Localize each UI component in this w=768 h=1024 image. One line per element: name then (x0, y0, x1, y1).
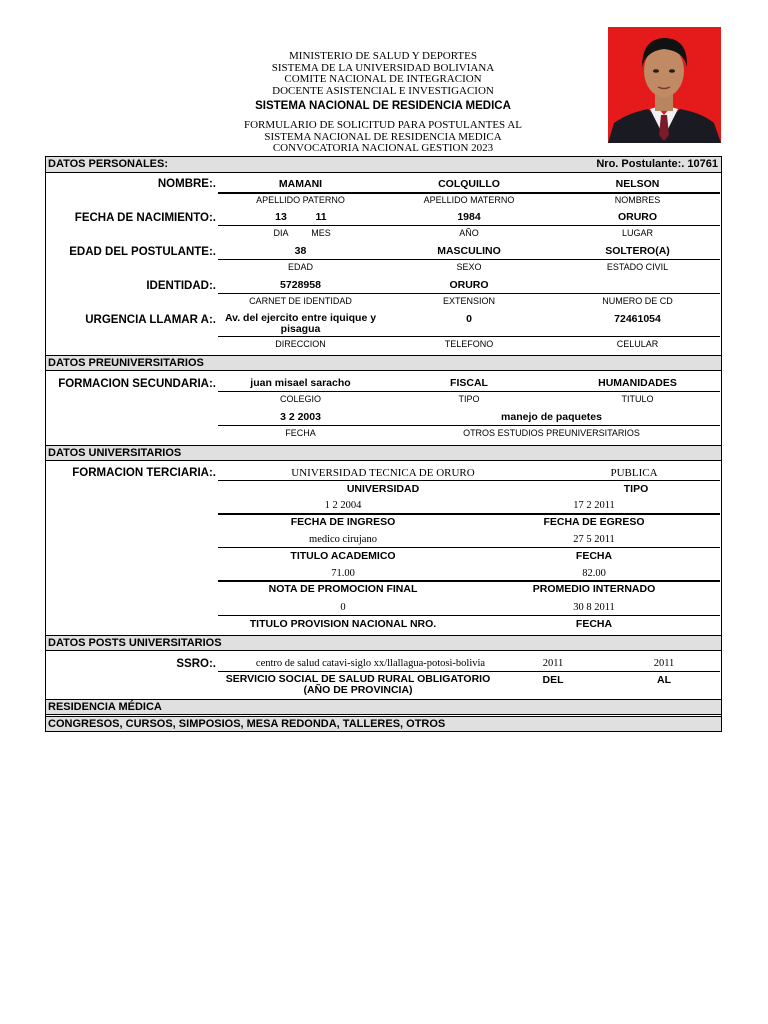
section-congresos: CONGRESOS, CURSOS, SIMPOSIOS, MESA REDONDA, TALLERES, OTROS (46, 716, 721, 732)
colegio-tipo-caption: TIPO (458, 394, 480, 404)
estado-civil-caption: ESTADO CIVIL (606, 262, 669, 272)
header-line-2: SISTEMA DE LA UNIVERSIDAD BOLIVIANA (271, 61, 495, 74)
header-line-4: DOCENTE ASISTENCIAL E INVESTIGACION (272, 84, 494, 97)
promedio-internado-value: 82.00 (582, 568, 606, 579)
urgencia-label: URGENCIA LLAMAR A:. (85, 314, 216, 326)
carnet-value: 5728958 (280, 279, 321, 291)
mes-caption: MES (311, 228, 331, 238)
section-residencia: RESIDENCIA MÉDICA (46, 699, 721, 715)
divider (218, 259, 720, 260)
formacion-terciaria-label: FORMACION TERCIARIA:. (72, 467, 216, 479)
header-line-6: SISTEMA NACIONAL DE RESIDENCIA MEDICA (264, 130, 502, 143)
nota-promocion-value: 71.00 (331, 568, 355, 579)
celular-value: 72461054 (614, 313, 661, 325)
titulo-academico-value: medico cirujano (309, 534, 377, 545)
header-line-7: CONVOCATORIA NACIONAL GESTION 2023 (272, 142, 494, 154)
numero-cd-caption: NUMERO DE CD (602, 296, 673, 306)
universidad-caption: UNIVERSIDAD (346, 483, 420, 495)
ssro-lugar-value: centro de salud catavi-siglo xx/llallagua-potosi-bolivia (255, 658, 486, 669)
anio-value: 1984 (457, 211, 481, 223)
edad-label: EDAD DEL POSTULANTE:. (69, 246, 216, 258)
titulo-secundaria-caption: TITULO (621, 394, 654, 404)
header-title: SISTEMA NACIONAL DE RESIDENCIA MEDICA (255, 100, 511, 112)
section-postuniversitarios: DATOS POSTS UNIVERSITARIOS (46, 635, 721, 651)
lugar-caption: LUGAR (621, 228, 653, 238)
applicant-photo (608, 27, 721, 143)
titulo-secundaria-value: HUMANIDADES (598, 377, 677, 389)
sexo-value: MASCULINO (437, 245, 501, 257)
edad-value: 38 (294, 245, 307, 257)
direccion-caption: DIRECCION (275, 339, 326, 349)
ssro-lugar-caption: SERVICIO SOCIAL DE SALUD RURAL OBLIGATORIO (AÑO DE PROVINCIA) (225, 673, 491, 696)
fecha-secundaria-caption: FECHA (285, 428, 316, 438)
fecha-egreso-value: 17 2 2011 (573, 500, 615, 511)
ssro-del-caption: DEL (542, 674, 564, 686)
provision-nacional-value: 0 (340, 602, 346, 613)
section-personal (46, 157, 721, 173)
nombre-label: NOMBRE:. (157, 178, 216, 190)
formacion-secundaria-label: FORMACION SECUNDARIA:. (58, 378, 216, 390)
divider (218, 480, 720, 481)
divider (218, 425, 720, 426)
telefono-value: 0 (466, 313, 472, 325)
apellido-paterno-value: MAMANI (278, 178, 323, 190)
header-line-1: MINISTERIO DE SALUD Y DEPORTES (289, 50, 477, 62)
extension-value: ORURO (449, 279, 489, 291)
otros-estudios-value: manejo de paquetes (501, 411, 602, 423)
titulo-academico-caption: TITULO ACADEMICO (290, 550, 396, 562)
provision-nacional-caption: TITULO PROVISION NACIONAL NRO. (249, 618, 437, 630)
fecha-egreso-caption: FECHA DE EGRESO (543, 516, 645, 528)
direccion-value: Av. del ejercito entre iquique y pisagua (224, 312, 377, 335)
ssro-al-value: 2011 (653, 658, 675, 669)
divider (218, 293, 720, 294)
dia-caption: DIA (273, 228, 289, 238)
ssro-al-caption: AL (657, 674, 671, 686)
carnet-caption: CARNET DE IDENTIDAD (249, 296, 352, 306)
nota-promocion-caption: NOTA DE PROMOCION FINAL (268, 583, 418, 595)
section-preuniversitarios: DATOS PREUNIVERSITARIOS (46, 355, 721, 371)
applicant-portrait-image (608, 27, 721, 143)
fecha-ingreso-caption: FECHA DE INGRESO (290, 516, 396, 528)
sexo-caption: SEXO (456, 262, 482, 272)
celular-caption: CELULAR (616, 339, 659, 349)
apellido-materno-caption: APELLIDO MATERNO (423, 195, 515, 205)
fecha-titulo-value: 27 5 2011 (573, 534, 615, 545)
nombres-caption: NOMBRES (614, 195, 661, 205)
divider (218, 547, 720, 548)
ssro-del-value: 2011 (542, 658, 564, 669)
fecha-provision-value: 30 8 2011 (573, 602, 615, 613)
fecha-ingreso-value: 1 2 2004 (324, 500, 362, 511)
divider (218, 192, 720, 194)
anio-caption: AÑO (459, 228, 479, 238)
divider (218, 615, 720, 616)
universidad-tipo-caption: TIPO (623, 483, 649, 495)
mes-value: 11 (315, 211, 327, 223)
fecha-secundaria-value: 3 2 2003 (280, 411, 321, 423)
divider (218, 580, 720, 582)
colegio-caption: COLEGIO (279, 394, 321, 404)
apellido-paterno-caption: APELLIDO PATERNO (256, 195, 345, 205)
universidad-value: UNIVERSIDAD TECNICA DE ORURO (291, 467, 475, 479)
divider (218, 336, 720, 337)
fecha-titulo-caption: FECHA (575, 550, 613, 562)
colegio-value: juan misael saracho (250, 377, 351, 389)
ssro-label: SSRO:. (176, 658, 216, 670)
fecha-nacimiento-label: FECHA DE NACIMIENTO:. (74, 212, 216, 224)
identidad-label: IDENTIDAD:. (146, 280, 216, 292)
application-form (45, 156, 722, 732)
estado-civil-value: SOLTERO(A) (605, 245, 670, 257)
promedio-internado-caption: PROMEDIO INTERNADO (532, 583, 656, 595)
apellido-materno-value: COLQUILLO (438, 178, 500, 190)
extension-caption: EXTENSION (442, 296, 495, 306)
colegio-tipo-value: FISCAL (450, 377, 488, 389)
telefono-caption: TELEFONO (444, 339, 494, 349)
section-universitarios: DATOS UNIVERSITARIOS (46, 445, 721, 461)
section-personal-title: DATOS PERSONALES: (48, 158, 168, 170)
dia-value: 13 (275, 211, 287, 223)
divider (218, 391, 720, 392)
fecha-provision-caption: FECHA (575, 618, 613, 630)
otros-estudios-caption: OTROS ESTUDIOS PREUNIVERSITARIOS (463, 428, 640, 438)
lugar-value: ORURO (617, 211, 658, 223)
divider (218, 513, 720, 515)
divider (218, 225, 720, 226)
header-line-3: COMITE NACIONAL DE INTEGRACION (284, 73, 482, 85)
nombres-value: NELSON (615, 178, 660, 190)
divider (218, 671, 720, 672)
postulante-number: Nro. Postulante:. 10761 (596, 158, 718, 170)
universidad-tipo-value: PUBLICA (610, 467, 658, 479)
header-line-5: FORMULARIO DE SOLICITUD PARA POSTULANTES AL (244, 119, 522, 131)
edad-caption: EDAD (287, 262, 313, 272)
